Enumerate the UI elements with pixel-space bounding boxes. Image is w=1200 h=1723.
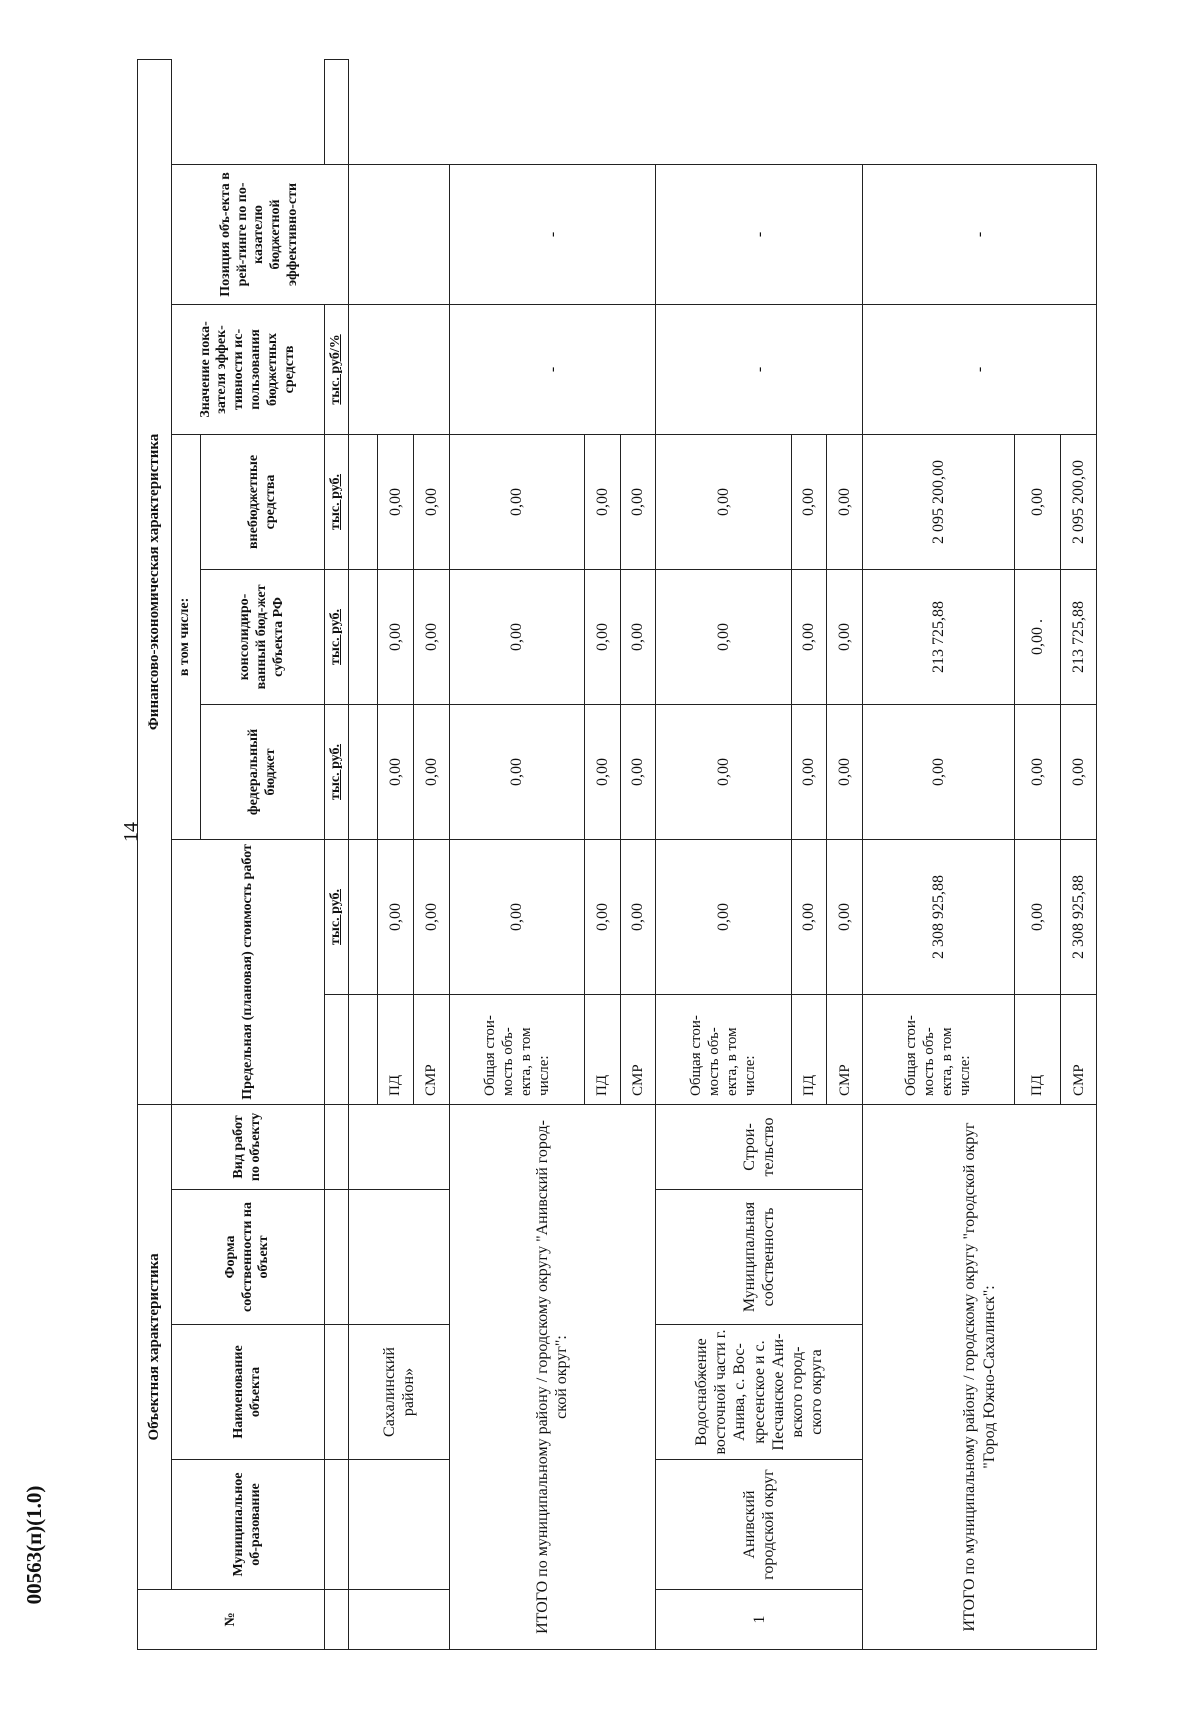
including-header: в том числе: — [171, 434, 200, 839]
cell-value: - — [449, 304, 656, 434]
col-number-header: № — [138, 1590, 325, 1650]
pd-label: ПД — [584, 994, 620, 1104]
cell-value: - — [656, 304, 863, 434]
cell-value: 0,00 — [620, 839, 656, 994]
cell-value: - — [449, 164, 656, 304]
table-row — [449, 59, 584, 1649]
cell-value: 0,00 — [378, 569, 414, 704]
object-number: 1 — [656, 1590, 863, 1650]
cell-value: - — [656, 164, 863, 304]
unit-extrabudget: тыс. руб. — [325, 434, 349, 569]
cell-value: 0,00 — [584, 569, 620, 704]
total-aniva-label: ИТОГО по муниципальному району / городскому округу "Анивский город-ской округ": — [449, 1104, 656, 1649]
col-consolidated-header: консолидиро-ванный бюд-жет субъекта РФ — [200, 569, 325, 704]
cell-value: 2 308 925,88 — [1061, 839, 1097, 994]
cell-value: 213 725,88 — [863, 569, 1015, 704]
col-efficiency-header: Значение пока-зателя эффек-тивности ис-пользования бюджетных средств — [171, 304, 325, 434]
object-ownership: Муниципальная собственность — [656, 1190, 863, 1325]
unit-federal: тыс. руб. — [325, 704, 349, 839]
cell-value: - — [863, 164, 1097, 304]
object-name: Водоснабжение восточной части г. Анива, с. Вос-кресенское и с. Песчанское Ани-вского город-ского округа — [656, 1325, 863, 1460]
total-cost-label: Общая стои-мость объ-екта, в том числе: — [449, 994, 584, 1104]
total-yuzhno-label: ИТОГО по муниципальному району / городскому округу "городской округ "Город Южно-Сахалинск": — [863, 1104, 1097, 1649]
cell-value: 0,00 — [449, 434, 584, 569]
financial-table — [137, 59, 1097, 1650]
cell-value: 0,00 — [791, 434, 827, 569]
object-municipality: Анивский городской округ — [656, 1460, 863, 1590]
col-municipality-header: Муниципальное об-разование — [171, 1460, 325, 1590]
cell-value: 0,00 — [791, 704, 827, 839]
cell-value: 0,00 — [449, 569, 584, 704]
pd-label: ПД — [378, 994, 414, 1104]
document-code: 00563(п)(1.0) — [22, 1485, 46, 1605]
col-position-header: Позиция объ-екта в рей-тинге по по-казателю бюджетной эффективно-сти — [171, 164, 348, 304]
cell-value: 0,00 — [1014, 434, 1061, 569]
object-work-type: Строи-тельство — [656, 1104, 863, 1189]
total-cost-label: Общая стои-мость объ-екта, в том числе: — [863, 994, 1015, 1104]
col-object-name-header: Наименование объекта — [171, 1325, 325, 1460]
continued-object-name: Сахалинский район» — [348, 1325, 449, 1460]
cell-value: 2 095 200,00 — [1061, 434, 1097, 569]
cell-value: 0,00 — [620, 704, 656, 839]
cell-value: - — [863, 304, 1097, 434]
object-characteristics-header: Объектная характеристика — [138, 1104, 172, 1589]
cell-value: 0,00 — [1014, 839, 1061, 994]
cell-value: 0,00 — [584, 434, 620, 569]
cell-value: 0,00 — [413, 839, 449, 994]
cell-value: 0,00 — [449, 704, 584, 839]
cell-value: 0,00 — [656, 434, 791, 569]
cell-value: 0,00 — [863, 704, 1015, 839]
cell-value: 0,00 — [620, 434, 656, 569]
pd-label: ПД — [791, 994, 827, 1104]
unit-efficiency: тыс. руб/% — [325, 304, 349, 434]
unit-consolidated: тыс. руб. — [325, 569, 349, 704]
cell-value: 0,00 — [449, 839, 584, 994]
cell-value: 0,00 — [1014, 704, 1061, 839]
cell-value: 0,00 — [378, 839, 414, 994]
cell-value: 0,00 — [1061, 704, 1097, 839]
total-cost-label: Общая стои-мость объ-екта, в том числе: — [656, 994, 791, 1104]
cell-value: 0,00 — [413, 704, 449, 839]
cell-value: 0,00 — [378, 704, 414, 839]
cell-value: 0,00 — [413, 569, 449, 704]
table-row — [656, 59, 791, 1649]
table-row — [863, 59, 1015, 1649]
cell-value: 0,00 — [791, 839, 827, 994]
page-number: 14 — [120, 822, 142, 842]
cell-value: 0,00 — [827, 839, 863, 994]
cell-value: 0,00 — [656, 569, 791, 704]
header-row-2 — [171, 59, 200, 1649]
rotated-table-wrapper — [137, 60, 1097, 1650]
financial-characteristics-header: Финансово-экономическая характеристика — [138, 59, 172, 1104]
cell-value: 213 725,88 — [1061, 569, 1097, 704]
smr-label: СМР — [827, 994, 863, 1104]
col-extrabudget-header: внебюджетные средства — [200, 434, 325, 569]
cell-value: 0,00 — [584, 704, 620, 839]
cell-value: 0,00 — [827, 704, 863, 839]
cell-value: 2 308 925,88 — [863, 839, 1015, 994]
col-max-cost-header: Предельная (плановая) стоимость работ — [171, 839, 325, 1104]
cell-value: 2 095 200,00 — [863, 434, 1015, 569]
table-row — [348, 59, 377, 1649]
col-federal-header: федеральный бюджет — [200, 704, 325, 839]
cell-value: 0,00 — [656, 704, 791, 839]
cell-value: 0,00 — [827, 569, 863, 704]
cell-value: 0,00 — [378, 434, 414, 569]
cell-value: 0,00 — [656, 839, 791, 994]
cell-value: 0,00 — [827, 434, 863, 569]
unit-cost: тыс. руб. — [325, 839, 349, 994]
smr-label: СМР — [1061, 994, 1097, 1104]
pd-label: ПД — [1014, 994, 1061, 1104]
cell-value: 0,00 . — [1014, 569, 1061, 704]
col-work-type-header: Вид работ по объекту — [171, 1104, 325, 1189]
cell-value: 0,00 — [413, 434, 449, 569]
col-ownership-header: Форма собственности на объект — [171, 1190, 325, 1325]
cell-value: 0,00 — [584, 839, 620, 994]
header-row-1 — [138, 59, 172, 1649]
smr-label: СМР — [620, 994, 656, 1104]
smr-label: СМР — [413, 994, 449, 1104]
cell-value: 0,00 — [791, 569, 827, 704]
cell-value: 0,00 — [620, 569, 656, 704]
